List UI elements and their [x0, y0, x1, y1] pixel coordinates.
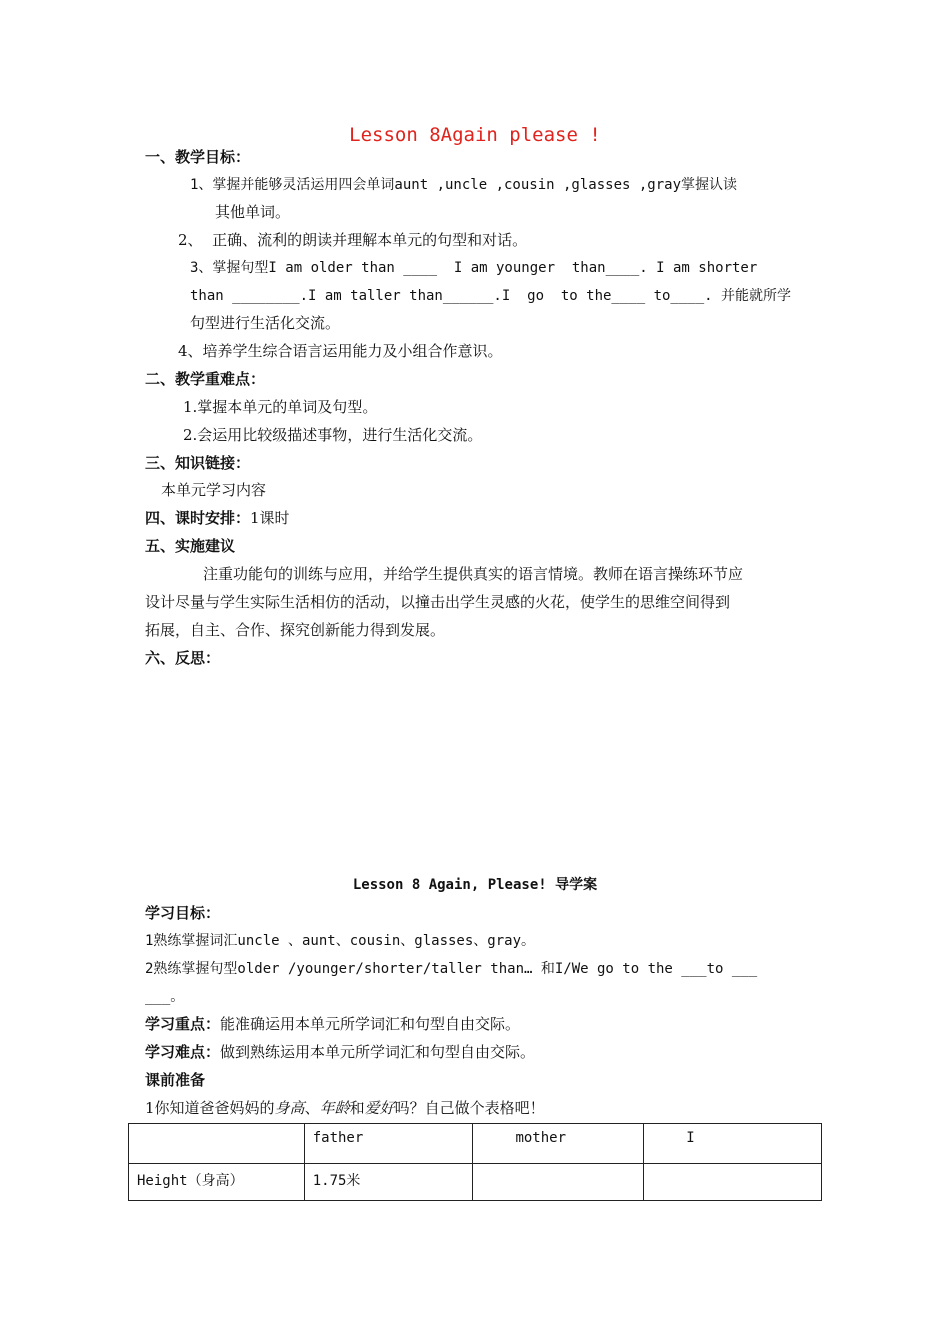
goal2-line2: ___。: [145, 989, 185, 1005]
section2-heading: 二、教学重难点：: [145, 370, 266, 388]
section1-item3-line1: 3、掌握句型I am older than ____ I am younger than____. I am shorter: [190, 260, 758, 276]
section1-item4: 4、培养学生综合语言运用能力及小组合作意识。: [178, 342, 503, 360]
prep-q-age: 年龄: [319, 1099, 350, 1117]
goals-heading: 学习目标：: [145, 904, 221, 922]
section4-text: 1课时: [250, 509, 290, 527]
prep-q-height: 身高: [274, 1099, 305, 1117]
part2-title: Lesson 8 Again, Please! 导学案: [352, 877, 598, 893]
section2-item2: 2.会运用比较级描述事物，进行生活化交流。: [183, 426, 483, 444]
difficulties: [145, 1041, 535, 1062]
section5-para-line2: 设计尽量与学生实际生活相仿的活动，以撞击出学生灵感的火花，使学生的思维空间得到: [145, 593, 731, 611]
section1-item1-line2: 其他单词。: [215, 203, 291, 221]
table-cell: Height（身高）: [129, 1164, 305, 1201]
key-points: [145, 1013, 520, 1034]
section5-para-line1: 注重功能句的训练与应用，并给学生提供真实的语言情境。教师在语言操练环节应: [203, 565, 744, 583]
table-cell: [473, 1164, 644, 1201]
table-header-cell: mother: [473, 1124, 644, 1164]
prep-q-hobby: 爱好: [364, 1099, 395, 1117]
goal1: 1熟练掌握词汇uncle 、aunt、cousin、glasses、gray。: [145, 933, 536, 949]
table-cell: [644, 1164, 822, 1201]
section3-heading: 三、知识链接：: [145, 454, 251, 472]
section2-item1: 1.掌握本单元的单词及句型。: [183, 398, 378, 416]
section1-item3-line3: 句型进行生活化交流。: [190, 314, 341, 332]
table-header-row: [129, 1124, 822, 1164]
table-row: [129, 1164, 822, 1201]
section3-text: 本单元学习内容: [161, 481, 267, 499]
family-table: [128, 1123, 822, 1201]
section4-line: [145, 507, 290, 528]
prep-heading: 课前准备: [145, 1071, 206, 1089]
diff-text: 做到熟练运用本单元所学词汇和句型自由交际。: [220, 1043, 536, 1061]
table-header-cell: I: [644, 1124, 822, 1164]
section6-heading: 六、反思：: [145, 649, 221, 667]
section1-item3-line2: than ________.I am taller than______.I go to the____ to____. 并能就所学: [190, 288, 792, 304]
prep-q-suffix: 吗？自己做个表格吧！: [394, 1099, 545, 1117]
table-header-cell: father: [304, 1124, 473, 1164]
prep-question: [145, 1097, 545, 1118]
section4-heading: 四、课时安排：: [145, 509, 251, 527]
prep-q-and: 和: [349, 1099, 365, 1117]
lesson-title: Lesson 8Again please !: [349, 124, 601, 146]
table-header-cell: [129, 1124, 305, 1164]
section5-para-line3: 拓展，自主、合作、探究创新能力得到发展。: [145, 621, 446, 639]
table-cell: 1.75米: [304, 1164, 473, 1201]
section1-item1-line1: 1、掌握并能够灵活运用四会单词aunt ,uncle ,cousin ,glasses ,gray掌握认读: [190, 177, 738, 193]
section5-heading: 五、实施建议: [145, 537, 236, 555]
section1-item2: 2、 正确、流利的朗读并理解本单元的句型和对话。: [178, 231, 528, 249]
goal2-line1: 2熟练掌握句型older /younger/shorter/taller than… 和I/We go to the ___to ___: [145, 961, 758, 977]
key-label: 学习重点：: [145, 1015, 221, 1033]
prep-q-prefix: 1你知道爸爸妈妈的: [145, 1099, 275, 1117]
diff-label: 学习难点：: [145, 1043, 221, 1061]
prep-q-sep: 、: [304, 1099, 320, 1117]
section1-heading: 一、教学目标：: [145, 148, 251, 166]
key-text: 能准确运用本单元所学词汇和句型自由交际。: [220, 1015, 521, 1033]
